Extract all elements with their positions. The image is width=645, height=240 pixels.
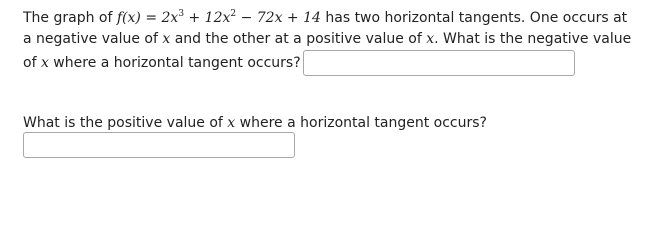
question-2 xyxy=(23,115,487,131)
negative-x-answer-input[interactable] xyxy=(303,50,575,76)
question-1-text-middle-2: and the other at a positive value of xyxy=(170,31,427,47)
question-1-text-middle-3: . What is the negative value of xyxy=(23,31,632,71)
question-1-text-end: where a horizontal tangent occurs? xyxy=(48,55,301,71)
function-expression xyxy=(117,10,321,26)
variable-x: x xyxy=(40,55,49,71)
function-term-2: + 12x xyxy=(184,10,231,26)
positive-x-answer-input[interactable] xyxy=(23,132,295,158)
exponent-3: 3 xyxy=(178,9,185,19)
variable-x: x xyxy=(227,115,236,131)
question-1 xyxy=(23,8,639,76)
question-1-text-intro: The graph of xyxy=(23,10,117,26)
exponent-2: 2 xyxy=(230,9,237,19)
variable-x: x xyxy=(162,31,171,47)
question-2-text-end: where a horizontal tangent occurs? xyxy=(235,115,487,131)
variable-x: x xyxy=(426,31,435,47)
question-2-text-start: What is the positive value of xyxy=(23,115,228,131)
question-1-text-middle: has two horizontal tangents. One occurs at a negative value of xyxy=(23,10,628,47)
function-lhs: f(x) = 2x xyxy=(116,10,179,26)
function-term-3: − 72x + 14 xyxy=(236,10,321,26)
